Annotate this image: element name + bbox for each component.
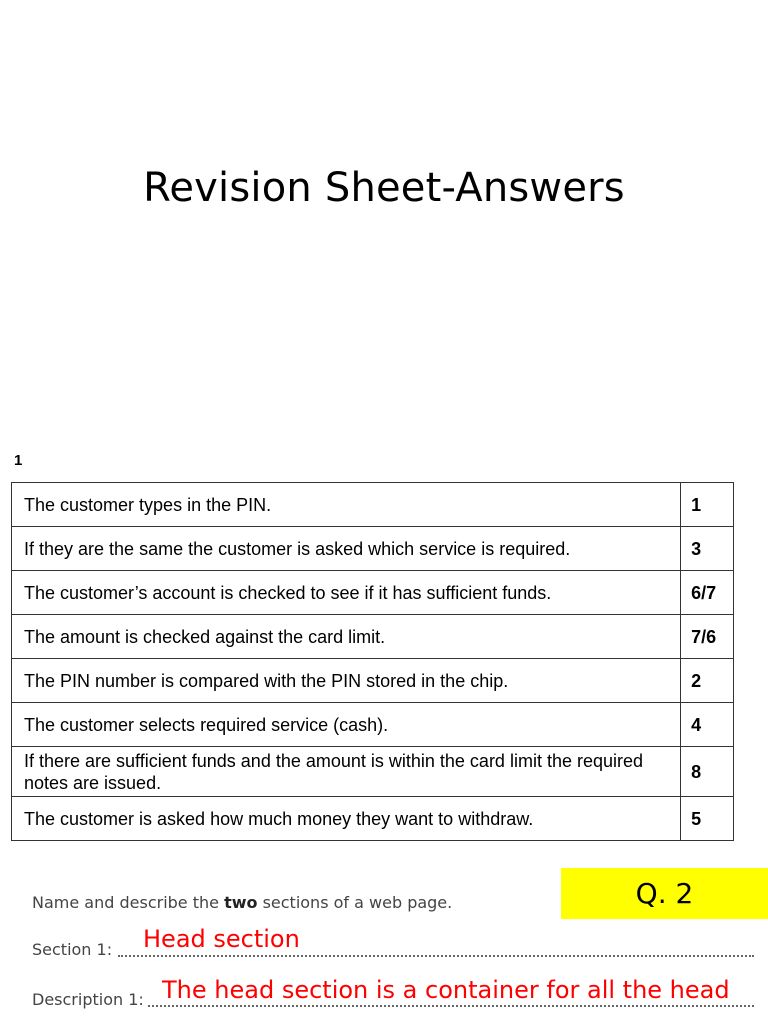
description-1-answer: The head section is a container for all the head bbox=[162, 976, 730, 1004]
step-order: 7/6 bbox=[681, 615, 734, 659]
step-order: 6/7 bbox=[681, 571, 734, 615]
table-row bbox=[12, 797, 734, 841]
step-order: 4 bbox=[681, 703, 734, 747]
step-description: The PIN number is compared with the PIN stored in the chip. bbox=[12, 659, 681, 703]
prompt-text-after: sections of a web page. bbox=[257, 893, 453, 912]
description-1-label: Description 1: bbox=[32, 990, 144, 1009]
step-order: 8 bbox=[681, 747, 734, 797]
table-row bbox=[12, 527, 734, 571]
table-row bbox=[12, 571, 734, 615]
section-1-dotted-line bbox=[118, 955, 754, 957]
page-title: Revision Sheet-Answers bbox=[143, 165, 625, 211]
section-1-answer: Head section bbox=[143, 925, 300, 953]
step-order: 3 bbox=[681, 527, 734, 571]
step-description: The customer is asked how much money they want to withdraw. bbox=[12, 797, 681, 841]
step-description: The customer’s account is checked to see if it has sufficient funds. bbox=[12, 571, 681, 615]
question-2-prompt bbox=[32, 893, 452, 912]
description-1-dotted-line bbox=[148, 1005, 754, 1007]
atm-steps-table bbox=[11, 482, 734, 841]
step-description: The customer selects required service (cash). bbox=[12, 703, 681, 747]
step-description: If they are the same the customer is asked which service is required. bbox=[12, 527, 681, 571]
question-1-number: 1 bbox=[14, 452, 23, 469]
prompt-text-bold: two bbox=[224, 893, 258, 912]
step-order: 5 bbox=[681, 797, 734, 841]
table-row bbox=[12, 483, 734, 527]
prompt-text-before: Name and describe the bbox=[32, 893, 225, 912]
step-description: The customer types in the PIN. bbox=[12, 483, 681, 527]
step-order: 2 bbox=[681, 659, 734, 703]
question-2-label: Q. 2 bbox=[561, 868, 768, 919]
step-description: If there are sufficient funds and the amount is within the card limit the required notes are issued. bbox=[12, 747, 681, 797]
section-1-label: Section 1: bbox=[32, 940, 113, 959]
table-row bbox=[12, 747, 734, 797]
table-row bbox=[12, 615, 734, 659]
table-row bbox=[12, 659, 734, 703]
table-row bbox=[12, 703, 734, 747]
step-order: 1 bbox=[681, 483, 734, 527]
step-description: The amount is checked against the card limit. bbox=[12, 615, 681, 659]
